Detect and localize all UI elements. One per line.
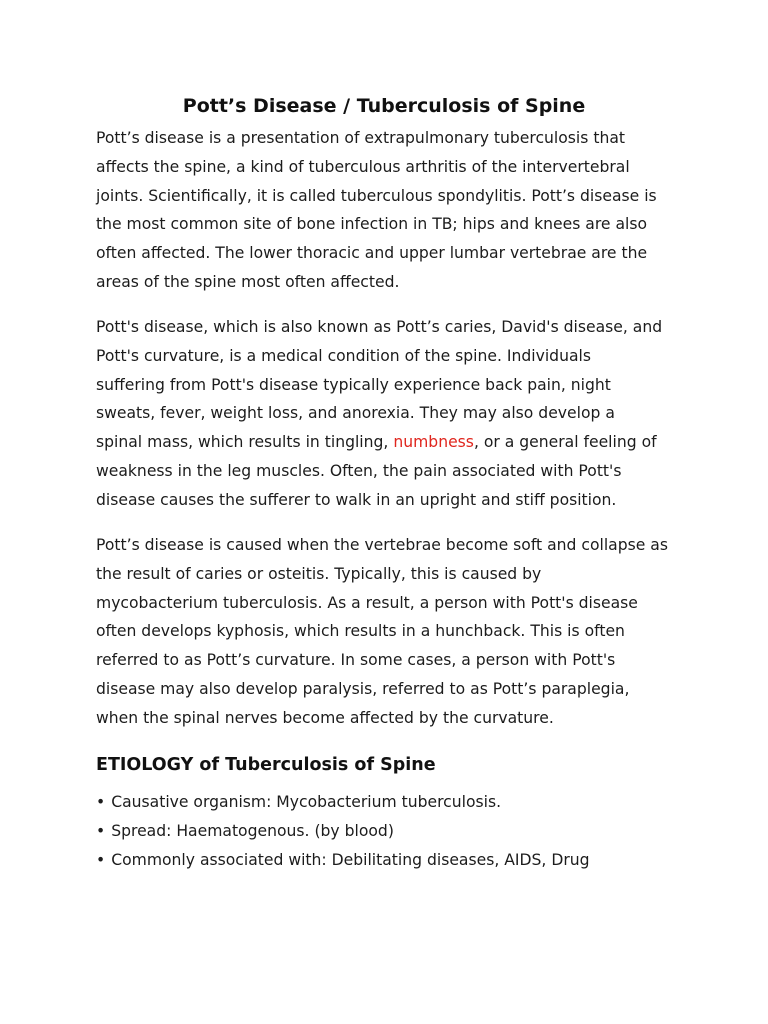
text-line: joints. Scientifically, it is called tuberculous spondylitis. Pott’s disease is — [96, 186, 657, 205]
paragraph-overview — [96, 124, 682, 297]
list-item — [96, 817, 590, 846]
text-line: sweats, fever, weight loss, and anorexia. They may also develop a — [96, 404, 615, 423]
list-item-text: Causative organism: Mycobacterium tuberculosis. — [111, 793, 502, 811]
bullet-icon: • — [96, 793, 106, 811]
text-line: Pott’s disease is caused when the vertebrae become soft and collapse as — [96, 536, 668, 554]
text-segment: spinal mass, which results in tingling, — [96, 433, 394, 452]
text-line: areas of the spine most often affected. — [96, 272, 400, 291]
paragraph-causes — [96, 531, 682, 733]
text-line: weakness in the leg muscles. Often, the pain associated with Pott's — [96, 461, 622, 480]
list-item — [96, 788, 590, 817]
text-line: the most common site of bone infection in TB; hips and knees are also — [96, 215, 648, 234]
text-line: when the spinal nerves become affected by the curvature. — [96, 708, 554, 727]
text-line-with-link — [96, 428, 682, 457]
text-line: disease may also develop paralysis, referred to as Pott’s paraplegia, — [96, 679, 630, 698]
text-line: mycobacterium tuberculosis. As a result, a person with Pott's disease — [96, 593, 638, 612]
list-item-text: Commonly associated with: Debilitating diseases, AIDS, Drug — [111, 850, 590, 869]
etiology-bullet-list — [96, 788, 590, 874]
text-line: Pott's disease, which is also known as Pott’s caries, David's disease, and — [96, 318, 663, 336]
bullet-icon: • — [96, 850, 106, 869]
numbness-link[interactable]: numbness — [393, 433, 474, 452]
text-line: Pott’s disease is a presentation of extrapulmonary tuberculosis that — [96, 129, 626, 147]
list-item — [96, 846, 590, 875]
text-line: disease causes the sufferer to walk in an upright and stiff position. — [96, 490, 617, 509]
text-line: Pott's curvature, is a medical condition of the spine. Individuals — [96, 346, 591, 365]
text-line: often develops kyphosis, which results in a hunchback. This is often — [96, 622, 625, 641]
paragraph-symptoms — [96, 313, 682, 515]
document-title: Pott’s Disease / Tuberculosis of Spine — [182, 95, 586, 117]
text-segment: , or a general feeling of — [473, 433, 657, 452]
text-line: affects the spine, a kind of tuberculous arthritis of the intervertebral — [96, 157, 630, 176]
section-heading-etiology: ETIOLOGY of Tuberculosis of Spine — [96, 755, 436, 775]
text-line: often affected. The lower thoracic and upper lumbar vertebrae are the — [96, 244, 648, 263]
text-line: the result of caries or osteitis. Typically, this is caused by — [96, 564, 542, 583]
text-line: suffering from Pott's disease typically experience back pain, night — [96, 375, 611, 394]
bullet-icon: • — [96, 821, 106, 840]
list-item-text: Spread: Haematogenous. (by blood) — [111, 821, 394, 840]
text-line: referred to as Pott’s curvature. In some cases, a person with Pott's — [96, 651, 616, 670]
